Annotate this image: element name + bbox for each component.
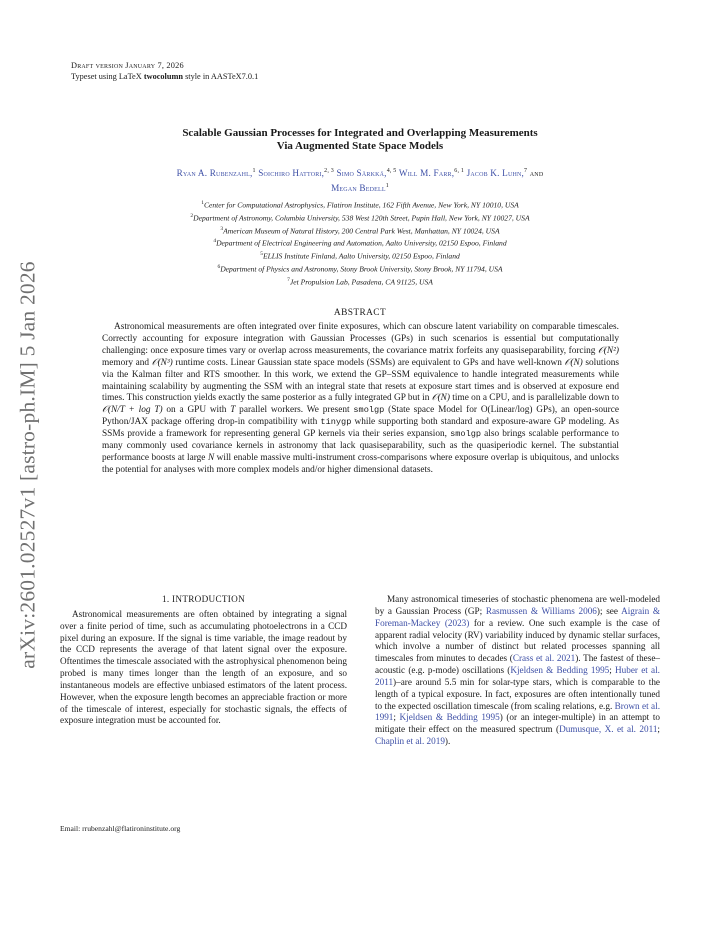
citation-link[interactable]: Aigrain & Foreman-Mackey (2023) xyxy=(375,605,661,628)
column-left xyxy=(60,594,347,727)
citation-link[interactable]: Chaplin et al. 2019 xyxy=(375,736,445,747)
typeset-line xyxy=(71,72,258,83)
code-smolgp: smolgp xyxy=(450,429,482,440)
intro-paragraph-1: Astronomical measurements are often obtained by integrating a signal over a finite period of time, such as accumulating photoelectrons in a CCD pixel during an exposure. If the signal is time variable, the image readout by the CCD represents the average of that latent signal over the exposure. Oftentimes the timescale associated with the astrophysical phenomenon being probed is many times longer than the length of an exposure, and so instantaneous models are effective unbiased estimators of the latent process. However, when the exposure length becomes an appreciable fraction or more of the timescale of interest, especially for stochastic signals, the effects of exposure integration must be accounted for. xyxy=(60,608,347,726)
citation-link[interactable]: Kjeldsen & Bedding 1995 xyxy=(399,712,500,723)
affiliation: $^1$Center for Computational Astrophysics, Flatiron Institute, 162 Fifth Avenue, New York, NY 10010, USA xyxy=(201,200,519,210)
citation-link[interactable]: Huber et al. 2011 xyxy=(375,665,660,687)
author[interactable]: Soichiro Hattori,$^{2, 3}$ xyxy=(258,168,334,179)
citation-link[interactable]: Kjeldsen & Bedding 1995 xyxy=(510,665,610,676)
affiliation: $^4$Department of Electrical Engineering and Automation, Aalto University, 02150 Espoo, Finland xyxy=(213,238,507,249)
running-header xyxy=(71,61,258,82)
typeset-style: twocolumn xyxy=(143,71,183,81)
author[interactable]: Jacob K. Luhn,$^7$ xyxy=(466,168,528,179)
abstract-heading: ABSTRACT xyxy=(333,308,387,318)
affiliation: $^2$Department of Astronomy, Columbia University, 538 West 120th Street, Pupin Hall, New York, NY 10027, USA xyxy=(190,212,530,223)
arxiv-identifier[interactable]: arXiv:2601.02527v1 [astro-ph.IM] 5 Jan 2026 xyxy=(15,261,40,669)
affiliation-list xyxy=(60,198,660,288)
latex-logo: LaTeX xyxy=(118,71,142,81)
paper-title xyxy=(0,127,720,153)
citation-link[interactable]: Dumusque, X. et al. 2011 xyxy=(559,724,658,735)
author-and: and xyxy=(529,168,544,179)
code-tinygp: tinygp xyxy=(320,417,352,428)
column-right xyxy=(375,594,660,748)
abstract-body: Astronomical measurements are often integrated over finite exposures, which can obscure latent variability on comparable timescales. Correctly accounting for exposure integration with Gaussian Processes (GPs) in such scenarios is essential but computationally challenging: once exposure times vary or overlap across measurements, the covariance matrix forfeits any quasiseparability, forcing 𝒪(N²) memory and 𝒪(N³) runtime costs. Linear Gaussian state space models (SSMs) are equivalent to GPs and have well-known 𝒪(N) solutions via the Kalman filter and RTS smoother. In this work, we extend the GP–SSM equivalence to handle integrated measurements while maintaining scalability by augmenting the SSM with an integral state that resets at exposure start times and is observed at exposure end times. This construction yields exactly the same posterior as a fully integrated GP but in 𝒪(N) time on a CPU, and is parallelizable down to 𝒪(N/T + log T) on a GPU with T parallel workers. We present smolgp (State space Model for O(Linear/log) GPs), an open-source Python/JAX package offering drop-in compatibility with tinygp while supporting both standard and exposure-aware GP modeling. As SSMs provide a framework for representing general GP kernels via their series expansion, smolgp also brings scalable performance to many commonly used covariance kernels in astronomy that lack quasiseparability, such as the quasiperiodic kernel. The substantial performance boosts at large N will enable massive multi-instrument cross-comparisons where exposure overlap is ubiquitous, and unlocks the potential for analyses with more complex models and/or higher dimensional datasets. xyxy=(102,322,620,475)
title-line-1: Scalable Gaussian Processes for Integrated and Overlapping Measurements xyxy=(182,127,538,139)
author[interactable]: Simo Särkkä,$^{4, 5}$ xyxy=(336,168,397,179)
citation-link[interactable]: Rasmussen & Williams 2006 xyxy=(485,605,597,616)
corresponding-email[interactable]: Email: rrubenzahl@flatironinstitute.org xyxy=(60,824,181,833)
draft-line: Draft version January 7, 2026 xyxy=(71,61,184,70)
author-list xyxy=(86,165,634,194)
code-smolgp: smolgp xyxy=(353,405,385,416)
section-heading-introduction: 1. INTRODUCTION xyxy=(161,594,246,604)
typeset-pre: Typeset using xyxy=(71,71,119,81)
affiliation: $^3$American Museum of Natural History, 200 Central Park West, Manhattan, NY 10024, USA xyxy=(220,225,500,236)
citation-link[interactable]: Brown et al. 1991 xyxy=(375,700,660,723)
intro-paragraph-2: Many astronomical timeseries of stochastic phenomena are well-modeled by a Gaussian Process (GP; Rasmussen & Williams 2006); see Aigrain & Foreman-Mackey (2023) for a review. One such example is the case of apparent radial velocity (RV) variability induced by dynamic stellar surfaces, which involve a number of distinct but related processes spanning all timescales from minutes to decades (Crass et al. 2021). The fastest of these–acoustic (e.g. p-mode) oscillations (Kjeldsen & Bedding 1995; Huber et al. 2011)–are around 5.5 min for solar-type stars, which is comparable to the length of a typical exposure. In fact, exposures are often intentionally tuned to the expected oscillation timescale (from scaling relations, e.g. Brown et al. 1991; Kjeldsen & Bedding 1995) (or an integer-multiple) in an attempt to mitigate their effect on the measured spectrum (Dumusque, X. et al. 2011; Chaplin et al. 2019). xyxy=(375,594,661,747)
affiliation: $^7$Jet Propulsion Lab, Pasadena, CA 91125, USA xyxy=(287,276,433,287)
author[interactable]: Megan Bedell$^1$ xyxy=(331,182,389,193)
affiliation: $^5$ELLIS Institute Finland, Aalto University, 02150 Espoo, Finland xyxy=(260,251,460,261)
affiliation: $^6$Department of Physics and Astronomy, Stony Brook University, Stony Brook, NY 11794, USA xyxy=(217,264,503,274)
typeset-post: style in AASTeX7.0.1 xyxy=(183,71,259,81)
author[interactable]: Ryan A. Rubenzahl,$^1$ xyxy=(176,168,256,179)
title-line-2: Via Augmented State Space Models xyxy=(276,140,444,152)
citation-link[interactable]: Crass et al. 2021 xyxy=(512,653,576,664)
author[interactable]: Will M. Farr,$^{6, 1}$ xyxy=(398,168,465,179)
